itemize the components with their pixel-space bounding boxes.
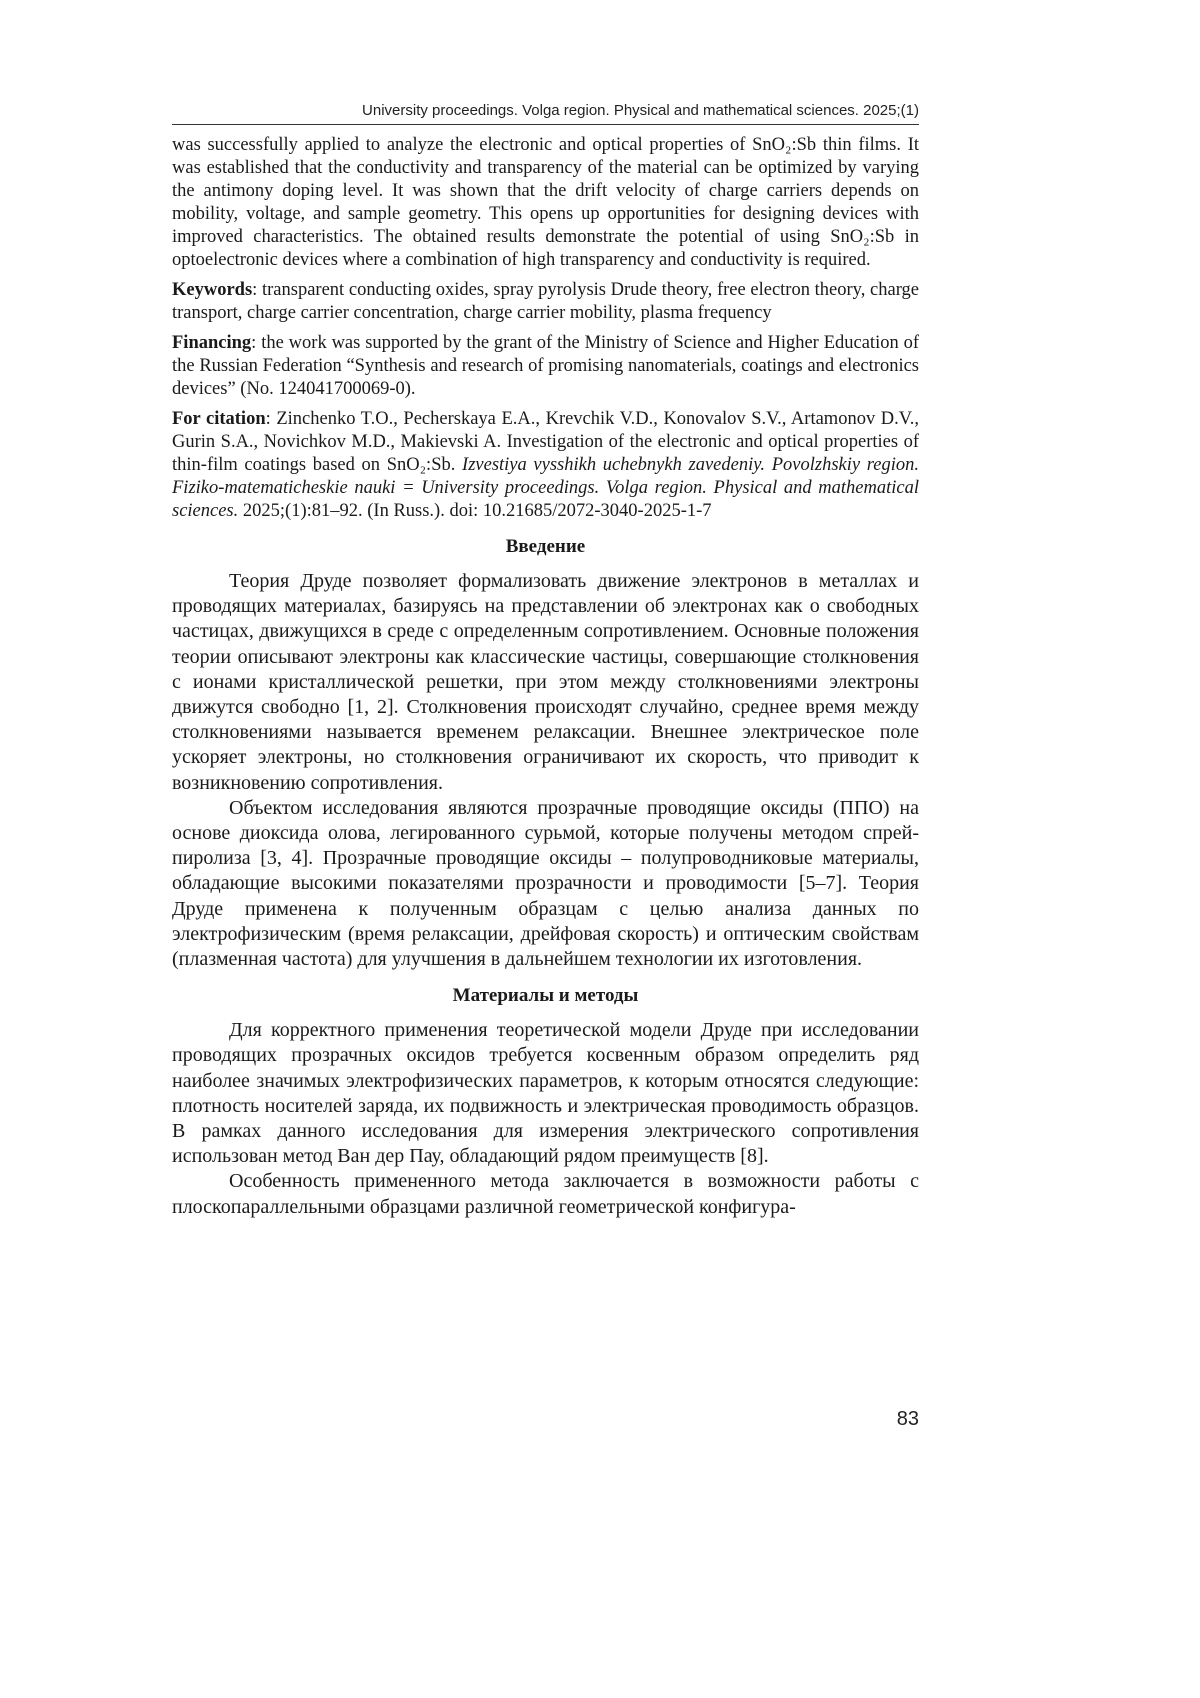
abstract-conclusion: was successfully applied to analyze the electronic and optical properties of SnO₂:Sb thin films. It was established that the conductivity and transparency of the material can be optimized by varying the antimony doping level. It was shown that the drift velocity of charge carriers depends on mobility, voltage, and sample geometry. This opens up opportunities for designing devices with improved characteristics. The obtained results demonstrate the potential of using SnO₂:Sb in optoelectronic devices where a combination of high transparency and conductivity is required. xyxy=(172,135,919,270)
keywords-label: Keywords xyxy=(172,280,253,300)
introduction-heading: Введение xyxy=(505,536,586,557)
abstract xyxy=(172,134,919,523)
citation xyxy=(172,408,919,523)
keywords xyxy=(172,279,919,325)
methods-paragraph: Особенность примененного метода заключается в возможности работы с плоскопараллельными образцами различной геометрической конфигура- xyxy=(172,1170,919,1218)
keywords-text: : transparent conducting oxides, spray pyrolysis Drude theory, free electron theory, charge transport, charge carrier concentration, charge carrier mobility, plasma frequency xyxy=(172,280,919,323)
page-content xyxy=(172,134,919,1220)
citation-text: : Zinchenko T.O., Pecherskaya E.A., Krevchik V.D., Konovalov S.V., Artamonov D.V., Gurin S.A., Novichkov M.D., Makievski A. Investigation of the electronic and optical properties of thin-film coatings based on SnO₂:Sb. xyxy=(172,409,919,475)
introduction-paragraph: Объектом исследования являются прозрачные проводящие оксиды (ППО) на основе диоксида олова, легированного сурьмой, которые получены методом спрей-пиролиза [3, 4]. Прозрачные проводящие оксиды – полупроводниковые материалы, обладающие высокими показателями прозрачности и проводимости [5–7]. Теория Друде применена к полученным образцам с целью анализа данных по электрофизическим (время релаксации, дрейфовая скорость) и оптическим свойствам (плазменная частота) для улучшения в дальнейшем технологии их изготовления. xyxy=(172,796,919,971)
citation-label: For citation xyxy=(172,409,266,429)
header-rule xyxy=(172,124,919,125)
methods-section xyxy=(172,1018,919,1220)
financing-text: : the work was supported by the grant of the Ministry of Science and Higher Education of the Russian Federation “Synthesis and research of promising nanomaterials, coatings and electronics devices” (No. 124041700069-0). xyxy=(172,333,919,399)
page-number: 83 xyxy=(896,1408,919,1430)
methods-paragraph: Для корректного применения теоретической модели Друде при исследовании проводящих прозрачных оксидов требуется косвенным образом определить ряд наиболее значимых электрофизических параметров, к которым относятся следующие: плотность носителей заряда, их подвижность и электрическая проводимость образцов. В рамках данного исследования для измерения электрического сопротивления использован метод Ван дер Пау, обладающий рядом преимуществ [8]. xyxy=(172,1019,919,1168)
running-head: University proceedings. Volga region. Physical and mathematical sciences. 2025;(1) xyxy=(362,102,919,119)
citation-tail: 2025;(1):81–92. (In Russ.). doi: 10.21685/2072-3040-2025-1-7 xyxy=(238,501,712,521)
financing-label: Financing xyxy=(172,333,252,353)
citation-journal: Izvestiya vysshikh uchebnykh zavedeniy. Povolzhskiy region. Fiziko-matematicheskie nauki = University proceedings. Volga region. Physical and mathematical sciences. xyxy=(172,455,919,521)
introduction-paragraph: Теория Друде позволяет формализовать движение электронов в металлах и проводящих материалах, базируясь на представлении об электронах как о свободных частицах, движущихся в среде с определенным сопротивлением. Основные положения теории описывают электроны как классические частицы, совершающие столкновения с ионами кристаллической решетки, при этом между столкновениями электроны движутся свободно [1, 2]. Столкновения происходят случайно, среднее время между столкновениями называется временем релаксации. Внешнее электрическое поле ускоряет электроны, но столкновения ограничивают их скорость, что приводит к возникновению сопротивления. xyxy=(172,570,919,794)
introduction-section xyxy=(172,569,919,972)
financing xyxy=(172,332,919,401)
methods-heading: Материалы и методы xyxy=(452,985,639,1007)
